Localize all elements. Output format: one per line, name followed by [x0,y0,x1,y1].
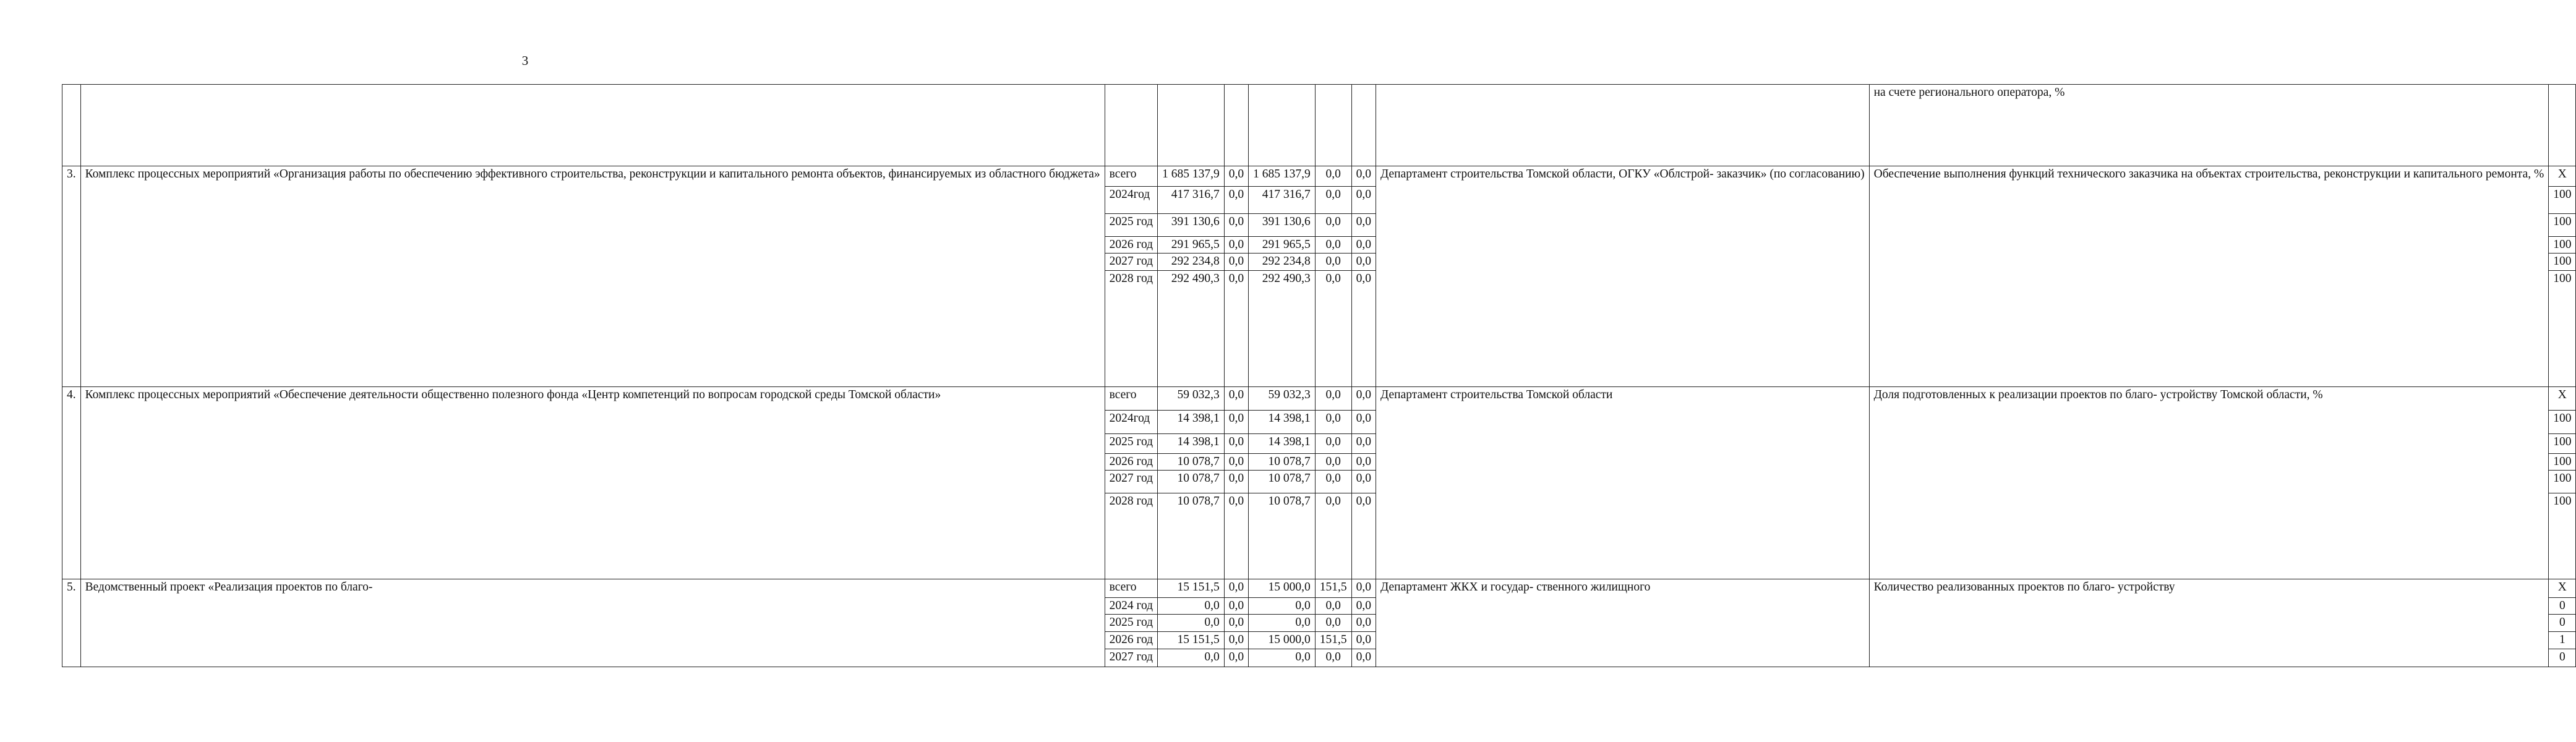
period-label: 2025 год [1105,214,1158,237]
table-body [62,85,2576,667]
amount-local: 0,0 [1315,434,1351,454]
amount-other: 0,0 [1351,254,1376,271]
amount-federal: 0,0 [1224,454,1248,471]
amount-other: 0,0 [1351,434,1376,454]
indicator-value: 100 [2549,454,2576,471]
indicator-value: 0 [2549,649,2576,667]
amount-regional: 14 398,1 [1249,411,1316,434]
indicator-value: 100 [2549,187,2576,214]
amount-federal: 0,0 [1224,187,1248,214]
amount-regional: 10 078,7 [1249,454,1316,471]
amount-total: 1 685 137,9 [1158,166,1225,187]
amount-regional: 417 316,7 [1249,187,1316,214]
amount-federal: 0,0 [1224,614,1248,631]
amount-regional: 14 398,1 [1249,434,1316,454]
amount-other: 0,0 [1351,454,1376,471]
amount-local: 0,0 [1315,166,1351,187]
amount-federal: 0,0 [1224,598,1248,615]
indicator-value: 1 [2549,631,2576,649]
period-label: 2026 год [1105,631,1158,649]
period-label: 2024год [1105,187,1158,214]
amount-total: 10 078,7 [1158,454,1225,471]
amount-other: 0,0 [1351,471,1376,493]
amount-total: 292 234,8 [1158,254,1225,271]
amount-regional: 0,0 [1249,649,1316,667]
amount-total: 0,0 [1158,614,1225,631]
cell-empty [80,85,1105,166]
amount-local: 0,0 [1315,471,1351,493]
row-index: 4. [62,387,81,579]
amount-federal: 0,0 [1224,493,1248,579]
table-row-continued [62,85,2576,166]
amount-other: 0,0 [1351,579,1376,598]
amount-other: 0,0 [1351,493,1376,579]
period-label: 2028 год [1105,271,1158,387]
amount-regional: 15 000,0 [1249,631,1316,649]
indicator-value: 100 [2549,411,2576,434]
amount-local: 151,5 [1315,631,1351,649]
amount-regional: 1 685 137,9 [1249,166,1316,187]
amount-total: 10 078,7 [1158,493,1225,579]
amount-regional: 0,0 [1249,598,1316,615]
activity-name: Комплекс процессных мероприятий «Организация работы по обеспечению эффективного строительства, реконструкции и капитального ремонта объектов, финансируемых из областного бюджета» [80,166,1105,387]
table-row [62,166,2576,187]
amount-total: 391 130,6 [1158,214,1225,237]
amount-local: 0,0 [1315,254,1351,271]
amount-total: 0,0 [1158,598,1225,615]
period-label: 2026 год [1105,454,1158,471]
period-label: всего [1105,387,1158,411]
indicator-value: 0 [2549,598,2576,615]
amount-federal: 0,0 [1224,631,1248,649]
indicator-cell: на счете регионального оператора, % [1869,85,2549,166]
row-index: 5. [62,579,81,667]
period-label: всего [1105,579,1158,598]
amount-local: 0,0 [1315,493,1351,579]
amount-federal: 0,0 [1224,166,1248,187]
amount-other: 0,0 [1351,649,1376,667]
amount-regional: 391 130,6 [1249,214,1316,237]
table-row [62,579,2576,598]
amount-total: 15 151,5 [1158,579,1225,598]
indicator-value: 100 [2549,254,2576,271]
period-label: 2024год [1105,411,1158,434]
activity-name: Ведомственный проект «Реализация проектов по благо- [80,579,1105,667]
amount-total: 417 316,7 [1158,187,1225,214]
indicator: Обеспечение выполнения функций технического заказчика на объектах строительства, реконструкции и капитального ремонта, % [1869,166,2549,387]
amount-regional: 10 078,7 [1249,493,1316,579]
page-number: 3 [521,53,529,68]
period-label: 2024 год [1105,598,1158,615]
period-label: 2026 год [1105,237,1158,254]
amount-federal: 0,0 [1224,271,1248,387]
indicator-value: 100 [2549,214,2576,237]
period-label: 2027 год [1105,471,1158,493]
amount-regional: 292 490,3 [1249,271,1316,387]
amount-federal: 0,0 [1224,579,1248,598]
amount-other: 0,0 [1351,598,1376,615]
indicator-value: Х [2549,579,2576,598]
amount-federal: 0,0 [1224,254,1248,271]
row-index: 3. [62,166,81,387]
activity-name: Комплекс процессных мероприятий «Обеспечение деятельности общественно полезного фонда «Центр компетенций по вопросам городской среды Томской области» [80,387,1105,579]
indicator-value: 100 [2549,471,2576,493]
cell-empty [2549,85,2576,166]
amount-local: 0,0 [1315,454,1351,471]
amount-other: 0,0 [1351,166,1376,187]
amount-local: 0,0 [1315,649,1351,667]
amount-other: 0,0 [1351,614,1376,631]
amount-local: 151,5 [1315,579,1351,598]
indicator-value: 100 [2549,493,2576,579]
executor: Департамент строительства Томской области [1376,387,1869,579]
amount-regional: 291 965,5 [1249,237,1316,254]
cell-empty [1315,85,1351,166]
amount-total: 59 032,3 [1158,387,1225,411]
period-label: всего [1105,166,1158,187]
amount-total: 14 398,1 [1158,434,1225,454]
cell-empty [1224,85,1248,166]
amount-regional: 59 032,3 [1249,387,1316,411]
table-row [62,387,2576,411]
period-label: 2028 год [1105,493,1158,579]
cell-empty [1376,85,1869,166]
amount-local: 0,0 [1315,237,1351,254]
amount-local: 0,0 [1315,271,1351,387]
cell-empty [62,85,81,166]
indicator: Количество реализованных проектов по благо- устройству [1869,579,2549,667]
executor: Департамент ЖКХ и государ- ственного жилищного [1376,579,1869,667]
indicator-value: 100 [2549,434,2576,454]
amount-federal: 0,0 [1224,411,1248,434]
amount-federal: 0,0 [1224,649,1248,667]
amount-other: 0,0 [1351,271,1376,387]
amount-local: 0,0 [1315,187,1351,214]
amount-total: 10 078,7 [1158,471,1225,493]
amount-other: 0,0 [1351,214,1376,237]
amount-local: 0,0 [1315,214,1351,237]
cell-empty [1105,85,1158,166]
budget-table [62,84,2576,667]
indicator-value: 0 [2549,614,2576,631]
amount-total: 291 965,5 [1158,237,1225,254]
cell-empty [1158,85,1225,166]
amount-total: 14 398,1 [1158,411,1225,434]
amount-other: 0,0 [1351,387,1376,411]
amount-total: 0,0 [1158,649,1225,667]
indicator-value: 100 [2549,237,2576,254]
amount-federal: 0,0 [1224,471,1248,493]
amount-regional: 10 078,7 [1249,471,1316,493]
indicator-value: Х [2549,387,2576,411]
amount-other: 0,0 [1351,631,1376,649]
period-label: 2025 год [1105,434,1158,454]
amount-other: 0,0 [1351,411,1376,434]
amount-federal: 0,0 [1224,214,1248,237]
amount-federal: 0,0 [1224,237,1248,254]
amount-regional: 15 000,0 [1249,579,1316,598]
period-label: 2025 год [1105,614,1158,631]
executor: Департамент строительства Томской области, ОГКУ «Облстрой- заказчик» (по согласованию) [1376,166,1869,387]
period-label: 2027 год [1105,254,1158,271]
amount-local: 0,0 [1315,614,1351,631]
cell-empty [1249,85,1316,166]
amount-federal: 0,0 [1224,387,1248,411]
amount-total: 15 151,5 [1158,631,1225,649]
indicator: Доля подготовленных к реализации проектов по благо- устройству Томской области, % [1869,387,2549,579]
period-label: 2027 год [1105,649,1158,667]
indicator-value: 100 [2549,271,2576,387]
amount-other: 0,0 [1351,187,1376,214]
amount-local: 0,0 [1315,598,1351,615]
cell-empty [1351,85,1376,166]
amount-regional: 0,0 [1249,614,1316,631]
amount-local: 0,0 [1315,387,1351,411]
amount-regional: 292 234,8 [1249,254,1316,271]
amount-total: 292 490,3 [1158,271,1225,387]
amount-other: 0,0 [1351,237,1376,254]
amount-federal: 0,0 [1224,434,1248,454]
amount-local: 0,0 [1315,411,1351,434]
indicator-value: Х [2549,166,2576,187]
